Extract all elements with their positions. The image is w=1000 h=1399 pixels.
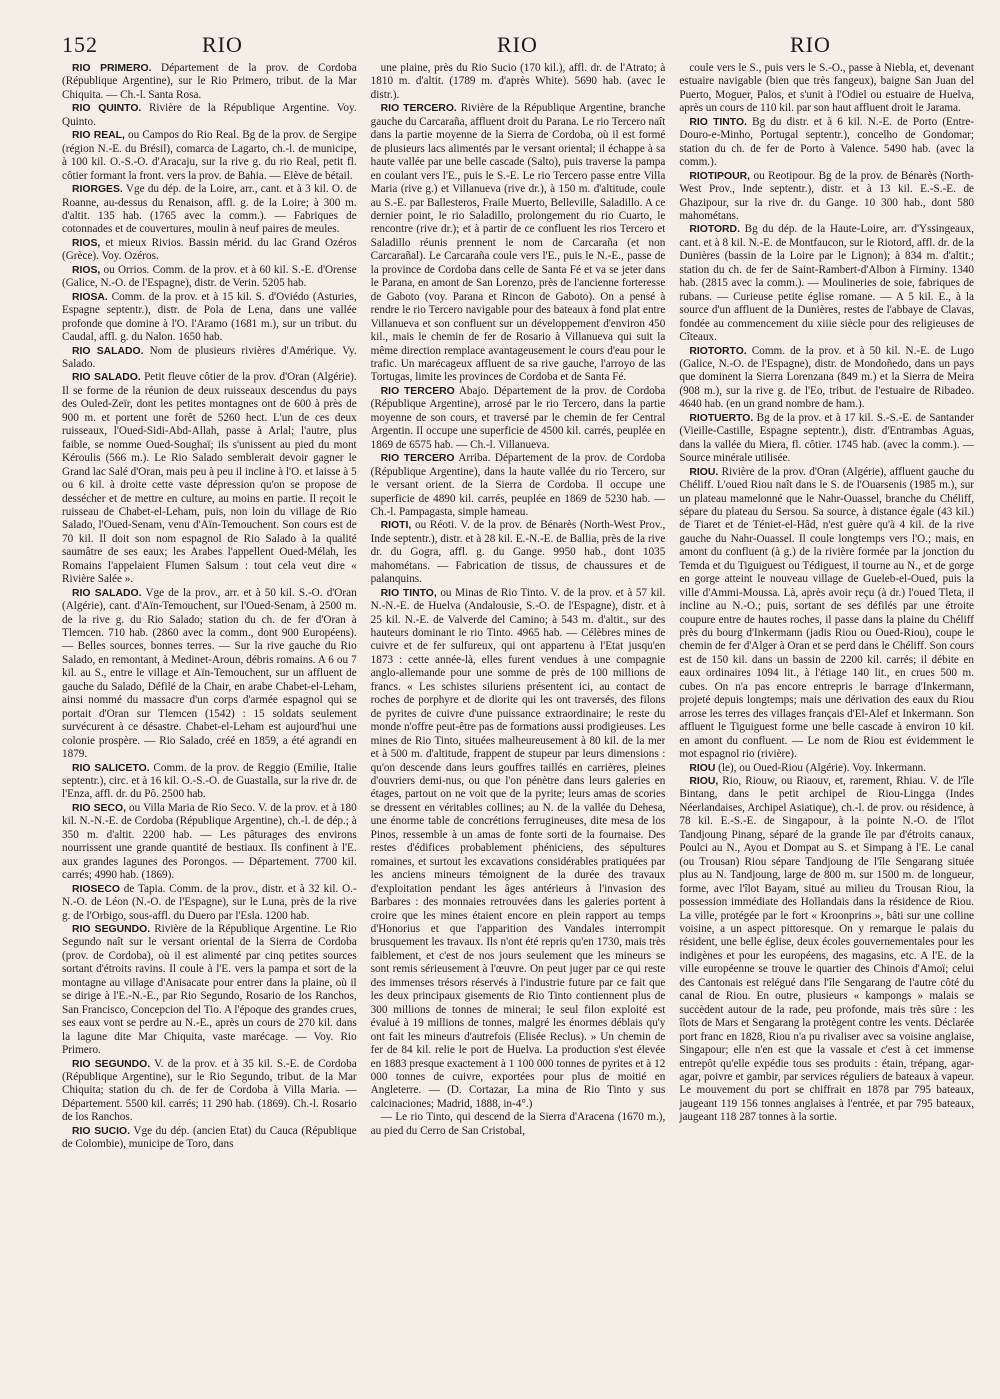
running-head-right: RIO: [790, 32, 831, 57]
dictionary-entry: [679, 223, 974, 344]
dictionary-entry: [679, 466, 974, 762]
dictionary-entry: [371, 452, 666, 519]
entry-headword: RIO QUINTO.: [72, 103, 142, 115]
running-head-center: RIO: [497, 32, 538, 57]
dictionary-entry: [679, 62, 974, 116]
dictionary-entry: [371, 62, 666, 102]
dictionary-entry: [371, 587, 666, 1112]
entry-headword: RIO TERCERO: [380, 385, 455, 397]
entry-text: Vge du dép. (ancien Etat) du Cauca (République de Colombie), municipe de Toro, dans: [62, 1124, 357, 1151]
entry-text: ou Reotipour. Bg de la prov. de Bénarès (North-West Prov., Inde septentr.), distr. et à 13 kil. E.-S.-E. de Ghazipour, sur la rive dr. du Gange. 10 300 hab., dont 580 mahométans.: [679, 169, 974, 222]
entry-headword: RIO TERCERO.: [380, 103, 457, 115]
entry-text: Petit fleuve côtier de la prov. d'Oran (Algérie). Il se forme de la réunion de deux ruisseaux descendus du pays des Ouled-Zeïr, dont les petites montagnes ont de 600 à près de 900 m. et portent une forêt de 5260 hect. L'un de ces deux ruisseaux, l'Oued-Sidi-Abd-Allah, passe à Arlal; l'autre, plus faible, se nomme Oued-Soughaï; ils s'unissent au pied du mont Kéroulis (566 m.). Le Rio Salado semblerait devoir gagner le Grand lac Salé d'Oran, mais peu à peu il incline à l'O. et laisse à 5 ou 6 kil. à droite cette vaste dépression qu'on se propose de dessécher et de mettre en culture, au moins en partie. Il reçoit le ruisseau de Chabet-el-Leham, puis, non loin du village de Rio Salado, l'Oued-Senam, venu d'Aïn-Temouchent. Son cours est de 70 kil. Il doit son nom espagnol de Rio Salado à la qualité saumâtre de ses eaux; les Arabes l'appellent Oued-Mélah, les Romains l'appelaient Flumen Salsum : tout cela veut dire « Rivière Salée ».: [62, 371, 357, 586]
dictionary-entry: [371, 1111, 666, 1138]
entry-text: ou Orrios. Comm. de la prov. et à 60 kil. S.-E. d'Orense (Galice, N.-O. de l'Espagne), distr. de Verin. 5205 hab.: [62, 263, 357, 290]
entry-headword: RIOTUERTO.: [689, 412, 754, 424]
entry-text: Abajo. Département de la prov. de Cordoba (République Argentine), arrosé par le rio Tercero, dans la partie moyenne de son cours, et traversé par le chemin de fer Central Argentin. Il occupe une superficie de 4500 kil. carrés, peuplée en 1869 de 6575 hab. — Ch.-l. Villanueva.: [370, 384, 666, 451]
running-head-left: RIO: [202, 32, 243, 57]
entry-text: Bg du dép. de la Haute-Loire, arr. d'Yssingeaux, cant. et à 8 kil. N.-E. de Montfaucon, sur le Riotord, affl. dr. de la Dunières (bassin de la Loire par le Lignon); à 834 m. d'altit.; station du ch. de fer de Saint-Rambert-d'Albon à Firminy. 1340 hab. (2815 avec la comm.). — Moulineries de soie, fabriques de rubans. — Curieuse petite église romane. — A 5 kil. E., à la source d'un affluent de la Dunières, restes de l'abbaye de Clavas, fondée au commencement du xiiie siècle pour des religieuses de Cîteaux.: [679, 223, 974, 344]
dictionary-entry: [679, 775, 974, 1125]
dictionary-entry: [62, 264, 357, 291]
dictionary-entry: [62, 102, 357, 129]
entry-headword: RIOSA.: [72, 291, 108, 303]
dictionary-entry: [371, 102, 666, 385]
entry-text: Nom de plusieurs rivières d'Amérique. Vy. Salado.: [62, 344, 357, 370]
entry-text: Rio, Riouw, ou Riaouv, et, rarement, Rhiau. V. de l'île Bintang, dans le petit archipel de Riou-Lingga (Indes Néerlandaises, Archipel Asiatique), ch.-l. de prov. ou résidence, à 78 kil. E.-S.-E. de Singapour, à la pointe N.-O. de l'îlot Tandjoung Pinang, séparé de la grande île par d'étroits canaux, Poulci au N., Ayou et Dompat au S. et Simpang à l'E. Le canal (ou Trousan) Riou sépare Tandjoung de l'île Sengarang située plus au N. Tandjoung, large de 800 m. sur 1500 m. de longueur, forme, avec l'îlot Bayam, situé au milieu du Trousan Riou, la possession immédiate des Hollandais dans la résidence de Riou. La ville, protégée par le fort « Kroonprins », bâti sur une colline voisine, a un aspect pittoresque. On y remarque le palais du résident, une belle église, deux écoles gouvernementales pour les indigènes et pour les européens, des magasins, etc. A l'E. de la ville européenne se trouve le quartier des Chinois d'Amoï; celui des Cantonais est relégué dans l'île Sengarang de l'autre côté du canal de Riou. En outre, plusieurs « kampongs » malais se succèdent autour de la rade, peu profonde, mais très sûre : les îlots de Mars et Sengarang la protègent contre les vents. Déclarée port franc en 1828, Riou n'a pu rivaliser avec sa voisine anglaise, Singapour; elle n'en est que la vassale et c'est à cet immense entrepôt qu'elle expédie tous ses produits : étain, trépang, agar-agar, poivre et gambir, par services réguliers de bateaux à vapeur. Le mouvement du port se chiffrait en 1878 par 795 bateaux, jaugeant 119 156 tonnes anglaises à l'entrée, et par 795 bateaux, jaugeant 118 287 tonnes à la sortie.: [679, 775, 974, 1124]
entry-text: ou Campos do Rio Real. Bg de la prov. de Sergipe (région N.-E. du Brésil), comarca de Lagarto, ch.-l. de municipe, à 100 kil. O.-S.-O. d'Aracaju, sur la rive g. du rio Real, petit fl. côtier formant la front. vers la prov. de Bahia. — Elève de bétail.: [62, 129, 357, 182]
entry-headword: RIO TINTO,: [380, 587, 437, 599]
entry-headword: RIO SUCIO.: [72, 1125, 130, 1137]
dictionary-entry: [62, 62, 357, 102]
entry-text: ou Réoti. V. de la prov. de Bénarès (North-West Prov., Inde septentr.), distr. et à 28 kil. E.-N.-E. de Ballia, près de la rive dr. du Gogra, affl. g. du Gange. 9950 hab., dont 1035 mahométans. — Fabrication de tissus, de chaussures et de palanquins.: [370, 519, 666, 586]
entry-text: Rivière de la République Argentine. Le Rio Segundo naît sur le versant oriental de la Sierra de Cordoba (prov. de Cordoba), où il est alimenté par cinq petites sources sortant d'étroits ravins. Il coule à l'E. vers la pampa et sort de la montagne au village d'Anisacate pour entrer dans la plaine, où il se dirige à l'E.-N.-E., par Rio Segundo, Rosario de los Ranchos, San Francisco, Concepcion del Tio. A l'époque des grandes crues, ses eaux vont se perdre au N.-E., après un cours de 270 kil. dans la lagune dite Mar Chiquita, vaste marécage. — Voy. Rio Primero.: [62, 923, 357, 1057]
entry-text: — Le rio Tinto, qui descend de la Sierra d'Aracena (1670 m.), au pied du Cerro de San Cristobal,: [370, 1111, 666, 1137]
entry-headword: RIOS,: [72, 264, 101, 276]
entry-headword: RIOTORTO.: [689, 345, 747, 357]
page-number: 152: [62, 32, 98, 57]
dictionary-entry: [62, 1058, 357, 1125]
dictionary-entry: [62, 587, 357, 762]
dictionary-entry: [679, 412, 974, 466]
entry-headword: RIO SECO,: [72, 802, 126, 814]
entry-text: Département de la prov. de Cordoba (République Argentine), sur le Rio Primero, tribut. de la Mar Chiquita. — Ch.-l. Santa Rosa.: [62, 62, 357, 101]
entry-headword: RIO PRIMERO.: [72, 63, 152, 74]
dictionary-entry: [371, 519, 666, 586]
column-left: [62, 62, 357, 1372]
dictionary-entry: [62, 802, 357, 883]
entry-text: Vge du dép. de la Loire, arr., cant. et à 3 kil. O. de Roanne, au-dessus du Renaison, affl. g. de la Loire; à 300 m. d'altit. 135 hab. (1765 avec la comm.). — Fabriques de cotonnades et de couvertures, moulin à neuf paires de meules.: [62, 183, 357, 236]
dictionary-entry: [62, 183, 357, 237]
entry-headword: RIORGES.: [72, 184, 123, 196]
text-columns: [62, 62, 974, 1372]
entry-headword: RIOTI,: [380, 520, 412, 532]
entry-headword: RIO SEGUNDO.: [72, 924, 151, 935]
entry-headword: RIOS,: [72, 237, 101, 249]
dictionary-entry: [62, 291, 357, 345]
entry-headword: RIO REAL,: [72, 130, 125, 142]
entry-text: Arriba. Département de la prov. de Cordoba (République Argentine), dans la haute vallée du rio Tercero, sur le versant orient. de la Sierra de Cordoba. Il occupe une superficie de 4890 kil. carrés, peuplée en 1869 de 5230 hab. — Ch.-l. Pampagasta, simple hameau.: [370, 452, 666, 518]
entry-headword: RIO TERCERO: [380, 453, 455, 465]
dictionary-entry: [62, 1125, 357, 1152]
entry-headword: RIO SEGUNDO.: [72, 1058, 151, 1070]
entry-text: de Tapia. Comm. de la prov., distr. et à 32 kil. O.-N.-O. de Léon (N.-O. de l'Espagne), sur le Luna, près de la rive g. de l'Orbigo, sous-affl. du Duero par l'Esla. 1200 hab.: [62, 882, 357, 922]
entry-text: Vge de la prov., arr. et à 50 kil. S.-O. d'Oran (Algérie), cant. d'Aïn-Temouchent, sur l'Oued-Senam, à 2500 m. de la rive g. du Rio Salado; station du ch. de fer d'Oran à Tlemcen. 710 hab. (2860 avec la comm., dont 900 Européens). — Belles sources, bonnes terres. — Sur la rive gauche du Rio Salado, en remontant, à Medinet-Aroun, débris romains. A 6 ou 7 kil. au S., entre le village et Aïn-Temouchent, sur un affluent de gauche du Salado, Défilé de la Chair, en arabe Chabet-el-Leham, ainsi nommé du massacre d'un corps d'armée espagnol qui se portait d'Oran sur Tlemcen (1542) : 15 soldats seulement survécurent à ce désastre. Chabet-el-Leham est aujourd'hui une colonie prospère. — Rio Salado, créé en 1859, a été agrandi en 1879.: [62, 586, 357, 761]
dictionary-entry: [62, 237, 357, 264]
dictionary-entry: [371, 385, 666, 452]
dictionary-entry: [62, 345, 357, 372]
entry-text: coule vers le S., puis vers le S.-O., passe à Niebla, et, devenant estuaire navigable (bien que très fangeux), baigne San Juan del Puerto, Moguer, Palos, et s'unit à l'Odiel ou estuaire de Huelva, après un cours de 110 kil. par son haut affluent droit le Jarama.: [679, 62, 974, 115]
dictionary-entry: [62, 129, 357, 183]
column-right: [679, 62, 974, 1372]
entry-headword: RIO TINTO.: [689, 116, 747, 128]
entry-text: Rivière de la République Argentine. Voy. Quinto.: [62, 102, 357, 128]
entry-headword: RIOU: [689, 762, 716, 774]
entry-text: Rivière de la prov. d'Oran (Algérie), affluent gauche du Chéliff. L'oued Riou naît dans le S. de l'Ouarsenis (1985 m.), sur un plateau mamelonné que le Nahr-Ouassel, branche du Chéliff, sépare du plateau du Sersou. Sa source, à distance égale (43 kil.) de Tiaret et de Téniet-el-Hâd, n'est guère qu'à 4 kil. de la rive gauche du Nahr-Ouassel. Il coule longtemps vers l'O.; mais, en amont du confluent (à g.) de la rivière formée par la jonction du Temda et du Tiguiguest ou Tédiguest, il tourne au N., et de gorge en gorge atteint le nouveau village de Gueleb-el-Oued, puis la ville d'Ammi-Moussa. Là, après avoir reçu (à dr.) l'oued Tleta, il incline au N.-O.; puis, sortant de ses défilés par une étroite coupure entre de hautes roches, il passe dans la plaine du Chéliff près du bourg d'Inkermann (jadis Riou ou Oued-Riou), coupe le chemin de fer d'Alger à Oran et se perd dans le Chéliff. Son cours est de 150 kil. dans un bassin de 2200 kil. carrés; il débite en eaux ordinaires 1094 lit., à l'étiage 140 lit., en crues 500 m. cubes. On n'a pas encore entrepris le barrage d'Inkermann, projeté depuis longtemps; mais une dérivation des eaux du Riou arrose les terres des villages français d'El-Alef et Inkermann. Son affluent le Tiguiguest forme une belle cascade à environ 10 kil. en amont du confluent. — Le nom de Riou est évidemment le mot espagnol rio (rivière).: [679, 465, 974, 761]
dictionary-entry: [679, 116, 974, 170]
entry-text: Bg du distr. et à 6 kil. N.-E. de Porto (Entre-Douro-e-Minho, Portugal septentr.), concelho de Gondomar; station du ch. de fer de Porto à Valence. 5490 hab. (avec la comm.).: [679, 115, 974, 169]
dictionary-entry: [62, 923, 357, 1058]
entry-headword: RIO SALADO.: [72, 345, 144, 357]
entry-headword: RIO SALADO.: [72, 372, 141, 384]
dictionary-entry: [679, 345, 974, 412]
dictionary-entry: [62, 371, 357, 586]
entry-headword: RIOTORD.: [689, 224, 740, 236]
entry-text: Bg de la prov. et à 17 kil. S.-S.-E. de Santander (Vieille-Castille, Espagne septentr.), distr. d'Entrambas Aguas, dans la vallée du Miera, fl. côtier. 1745 hab. (avec la comm.). — Source minérale utilisée.: [679, 411, 974, 465]
entry-text: Comm. de la prov. et à 50 kil. N.-E. de Lugo (Galice, N.-O. de l'Espagne), distr. de Mondoñedo, dans un pays que dominent la Sierra Lorenzana (849 m.) et la Sierra de Meira (908 m.), sur la rive g. de l'Eo, tribut. de l'estuaire de Ribadeo. 4640 hab. (en un grand nombre de ham.).: [679, 344, 974, 411]
running-header: [62, 28, 974, 62]
entry-text: ou Villa Maria de Rio Seco. V. de la prov. et à 180 kil. N.-N.-E. de Cordoba (République Argentine), ch.-l. de dép.; à 350 m. d'altit. 2200 hab. — Les pâturages des environs nourrissent une grande quantité de bestiaux. Ils confinent à l'E. aux grandes lagunes des Porongos. — Département. 7700 kil. carrés; 4990 hab. (1869).: [62, 801, 357, 882]
entry-headword: RIO SALADO.: [72, 587, 142, 599]
dictionary-entry: [62, 883, 357, 923]
entry-headword: RIOTIPOUR,: [689, 170, 750, 182]
entry-text: Rivière de la République Argentine, branche gauche du Carcaraña, affluent droit du Parana. Le rio Tercero naît dans la partie moyenne de la Sierra de Cordoba, où il est formé de plusieurs lacs alimentés par le versant oriental; il échappe à sa haute vallée par une belle cascade (Salto), puis traverse la pampa en coulant vers l'E., puis le S.-E. Le rio Tercero passe entre Villa Maria (rive g.) et Villanueva (rive dr.), à 150 m. d'altitude, coule au S.-E. par Ballesteros, Fraile Muerto, Belleville, Saladillo. A ce dernier point, le rio Saladillo, prolongement du rio Cuarto, le rencontre (rive dr.); et à partir de ce confluent les rios Tercero et Saladillo réunis prennent le nom de Carcaraña (et non Carcarañal). Le Carcaraña coule vers l'E., puis le N.-E., passe de la province de Cordoba dans celle de Santa Fé et va se jeter dans le Parana, en amont de San Lorenzo, près de l'ancienne forteresse de Gaboto (voy. Parana et Rincon de Gaboto). On a pensé à rendre le rio Tercero navigable pour des bateaux à fond plat entre Villanueva et son confluent sur un développement d'environ 450 kil., mais le chemin de fer de Rosario à Villanueva qui suit la même direction remplace avantageusement le cours d'eau pour le trafic. Un marécageux affluent de sa rive gauche, l'arroyo de las Tortugas, limite les provinces de Cordoba et de Santa Fé.: [370, 102, 666, 384]
entry-text: une plaine, près du Rio Sucio (170 kil.), affl. dr. de l'Atrato; à 1810 m. d'altit. (1789 m. d'après White). 5690 hab. (avec le distr.).: [370, 62, 666, 101]
entry-text: Comm. de la prov. de Reggio (Emilie, Italie septentr.), circ. et à 16 kil. O.-S.-O. de Guastalla, sur la rive dr. de l'Enza, affl. dr. du Pô. 2500 hab.: [62, 761, 357, 801]
entry-headword: RIOU,: [689, 776, 719, 788]
entry-text: et mieux Rivios. Bassin mérid. du lac Grand Ozéros (Grèce). Voy. Ozéros.: [62, 236, 357, 263]
entry-text: ou Minas de Rio Tinto. V. de la prov. et à 57 kil. N.-N.-E. de Huelva (Andalousie, S.-O. de l'Espagne), distr. et à 25 kil. N.-E. de Valverde del Camino; à 543 m. d'altit., sur des hauteurs dominant le rio Tinto. 4965 hab. — Célèbres mines de cuivre et de fer sulfureux, qui ont appartenu à l'Etat jusqu'en 1873 : cette année-là, elles furent vendues à une compagnie anglo-allemande pour une somme de près de 100 millions de francs. « Les schistes siluriens présentent ici, au contact de roches de porphyre et de diorite qui les ont traversés, des filons de pyrites de cuivre d'une puissance extraordinaire; le reste du monde n'offre peut-être pas de formations aussi prodigieuses. Les mines de Rio Tinto, situées malheureusement à 80 kil. de la mer et à 500 m. d'altitude, frappent de stupeur par leurs dimensions : qu'on descende dans leurs gouffres taillés en carrières, pleines d'ouvriers demi-nus, ou que l'on pénètre dans leurs galeries en étages, partout on ne voit que de la pyrite; leurs amas de scories se dressent en véritables collines; au N. de la vallée du Dehesa, une énorme table de concrétions ferrugineuses, dite mesa de los Pinos, ressemble à un amas de fonte sorti de la fournaise. Des restes d'édifices probablement phéniciens, des sépultures romaines, et surtout les excavations considérables pratiquées par les anciens mineurs témoignent de la durée des travaux d'exploitation pendant les âges antérieurs à l'invasion des Barbares : des monnaies retrouvées dans les galeries portent à croire que les mines étaient encore en plein rapport au temps d'Honorius et que l'apparition des Vandales interrompit brusquement les travaux. Ils n'ont été repris qu'en 1730, mais très faiblement, et c'est de nos jours seulement que les mineurs se sont remis sérieusement à l'œuvre. On peut juger par ce qui reste des immenses trésors réservés à l'industrie future par ce fait que les deux principaux gisements de Rio Tinto contiennent plus de 300 millions de tonnes de minerai; le seul filon exploité est évalué à 19 millions de tonnes, malgré les énormes déblais qu'y ont fait les mineurs d'autrefois (Elisée Reclus). » Un chemin de fer de 84 kil. relie le port de Huelva. La production s'est élevée en 1883 presque exactement à 1 100 000 tonnes de pyrites et à 12 000 tonnes de cuivre, exportées pour plus de moitié en Angleterre. — (D. Cortazar, La mina de Rio Tinto y sus calcinaciones; Madrid, 1888, in-4°.): [370, 586, 666, 1110]
column-middle: [371, 62, 666, 1372]
entry-text: V. de la prov. et à 35 kil. S.-E. de Cordoba (République Argentine), sur le Rio Segundo, tribut. de la Mar Chiquita; station du ch. de fer de Cordoba à Villa Maria. — Département. 5500 kil. carrés; 11 290 hab. (1869). Ch.-l. Rosario de los Ranchos.: [62, 1057, 357, 1124]
entry-text: Comm. de la prov. et à 15 kil. S. d'Oviédo (Asturies, Espagne septentr.), distr. de Pola de Lena, dans une vallée profonde que domine à l'O. l'Aramo (1681 m.), sur un tribut. du Caudal, affl. g. du Nalon. 1650 hab.: [62, 290, 357, 344]
dictionary-entry: [679, 762, 974, 775]
entry-headword: RIO SALICETO.: [72, 762, 150, 774]
dictionary-entry: [679, 170, 974, 224]
dictionary-entry: [62, 762, 357, 802]
entry-text: (le), ou Oued-Riou (Algérie). Voy. Inkermann.: [715, 761, 927, 774]
entry-headword: RIOU.: [689, 466, 719, 478]
entry-headword: RIOSECO: [72, 883, 120, 895]
